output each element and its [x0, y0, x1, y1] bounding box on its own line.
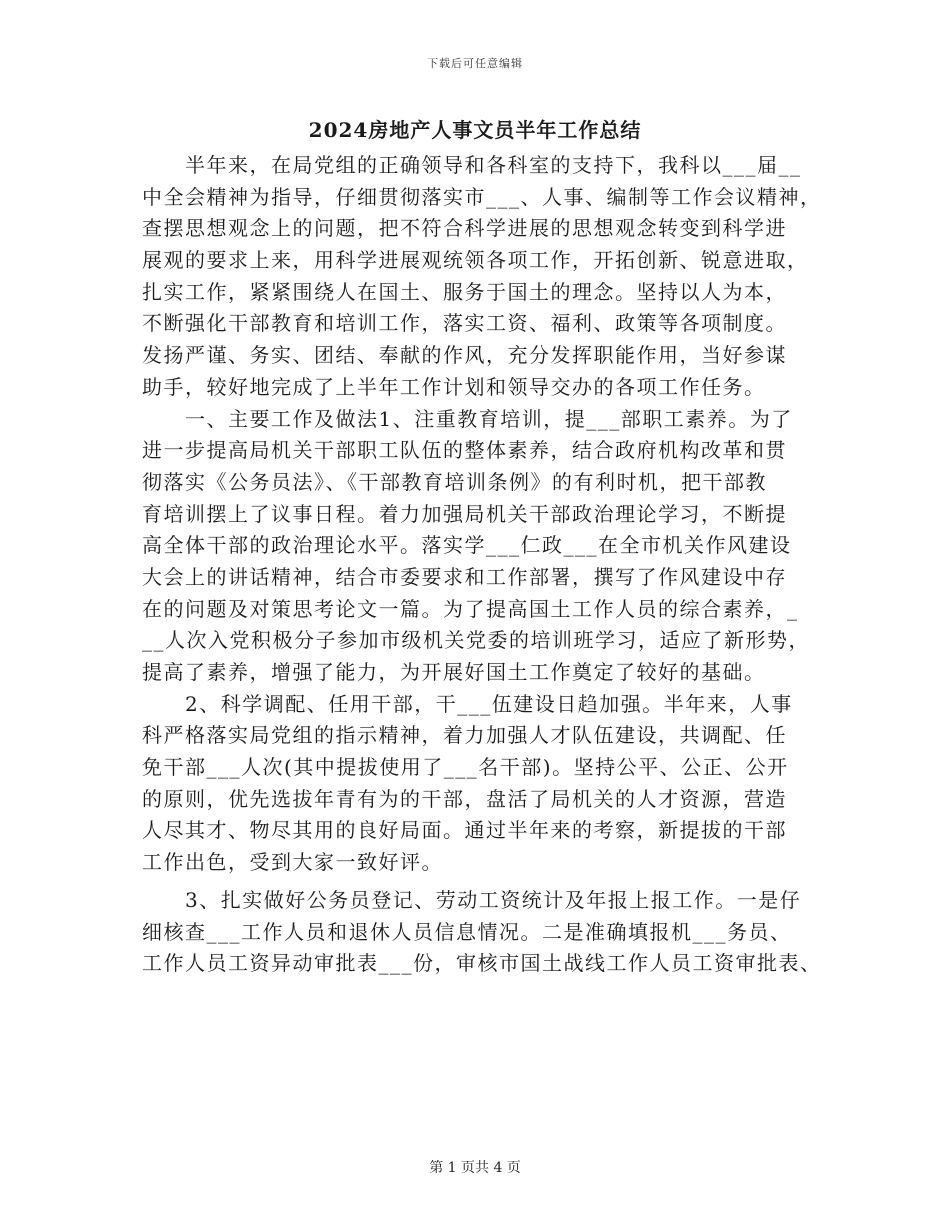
text-line: 人尽其才、物尽其用的良好局面。通过半年来的考察，新提拔的干部 — [142, 818, 787, 843]
text-line: __人次入党积极分子参加市级机关党委的培训班学习，适应了新形势， — [142, 628, 810, 653]
text-line: 展观的要求上来，用科学进展观统领各项工作，开拓创新、锐意进取， — [142, 248, 809, 273]
text-line: 工作出色，受到大家一致好评。 — [142, 850, 443, 875]
text-line: 彻落实《公务员法》、《干部教育培训条例》的有利时机，把干部教 — [142, 469, 767, 494]
text-line: 在的问题及对策思考论文一篇。为了提高国土工作人员的综合素养，_ — [142, 596, 799, 621]
text-line: 助手，较好地完成了上半年工作计划和领导交办的各项工作任务。 — [142, 374, 766, 399]
text-line: 免干部___人次(其中提拔使用了___名干部)。坚持公平、公正、公开 — [142, 755, 789, 780]
text-line: 提高了素养，增强了能力，为开展好国土工作奠定了较好的基础。 — [142, 660, 766, 684]
text-line: 不断强化干部教育和培训工作，落实工资、福利、政策等各项制度。 — [142, 311, 787, 336]
text-line: 中全会精神为指导，仔细贯彻落实市___、人事、编制等工作会议精神， — [142, 184, 822, 209]
header-note: 下载后可任意编辑 — [427, 57, 523, 70]
text-line: 育培训摆上了议事日程。着力加强局机关干部政治理论学习，不断提 — [142, 501, 787, 526]
text-line: 的原则，优先选拔年青有为的干部，盘活了局机关的人才资源，营造 — [142, 786, 787, 811]
text-line: 工作人员工资异动审批表___份，审核市国土战线工作人员工资审批表、 — [142, 951, 822, 976]
document-title: 2024房地产人事文员半年工作总结 — [308, 118, 642, 142]
text-line: 3、扎实做好公务员登记、劳动工资统计及年报上报工作。一是仔 — [142, 887, 802, 912]
document-body — [142, 150, 822, 980]
text-line: 扎实工作，紧紧围绕人在国土、服务于国土的理念。坚持以人为本， — [142, 279, 787, 304]
text-line: 科严格落实局党组的指示精神，着力加强人才队伍建设，共调配、任 — [142, 723, 787, 748]
page-footer: 第 1 页共 4 页 — [429, 1160, 521, 1176]
text-line: 细核查___工作人员和退休人员信息情况。二是准确填报机___务员、 — [142, 919, 792, 944]
text-line: 查摆思想观念上的问题，把不符合科学进展的思想观念转变到科学进 — [142, 216, 787, 241]
text-line: 发扬严谨、务实、团结、奉献的作风，充分发挥职能作用，当好参谋 — [142, 343, 787, 368]
text-line: 一、主要工作及做法1、注重教育培训，提___部职工素养。为了 — [142, 406, 793, 431]
text-line: 进一步提高局机关干部职工队伍的整体素养，结合政府机构改革和贯 — [142, 438, 787, 463]
text-line: 大会上的讲话精神，结合市委要求和工作部署，撰写了作风建设中存 — [142, 564, 787, 589]
text-line: 半年来，在局党组的正确领导和各科室的支持下，我科以___届__ — [142, 153, 802, 177]
text-line: 高全体干部的政治理论水平。落实学___仁政___在全市机关作风建设 — [142, 533, 792, 558]
text-line: 2、科学调配、任用干部，干___伍建设日趋加强。半年来，人事 — [142, 691, 793, 716]
